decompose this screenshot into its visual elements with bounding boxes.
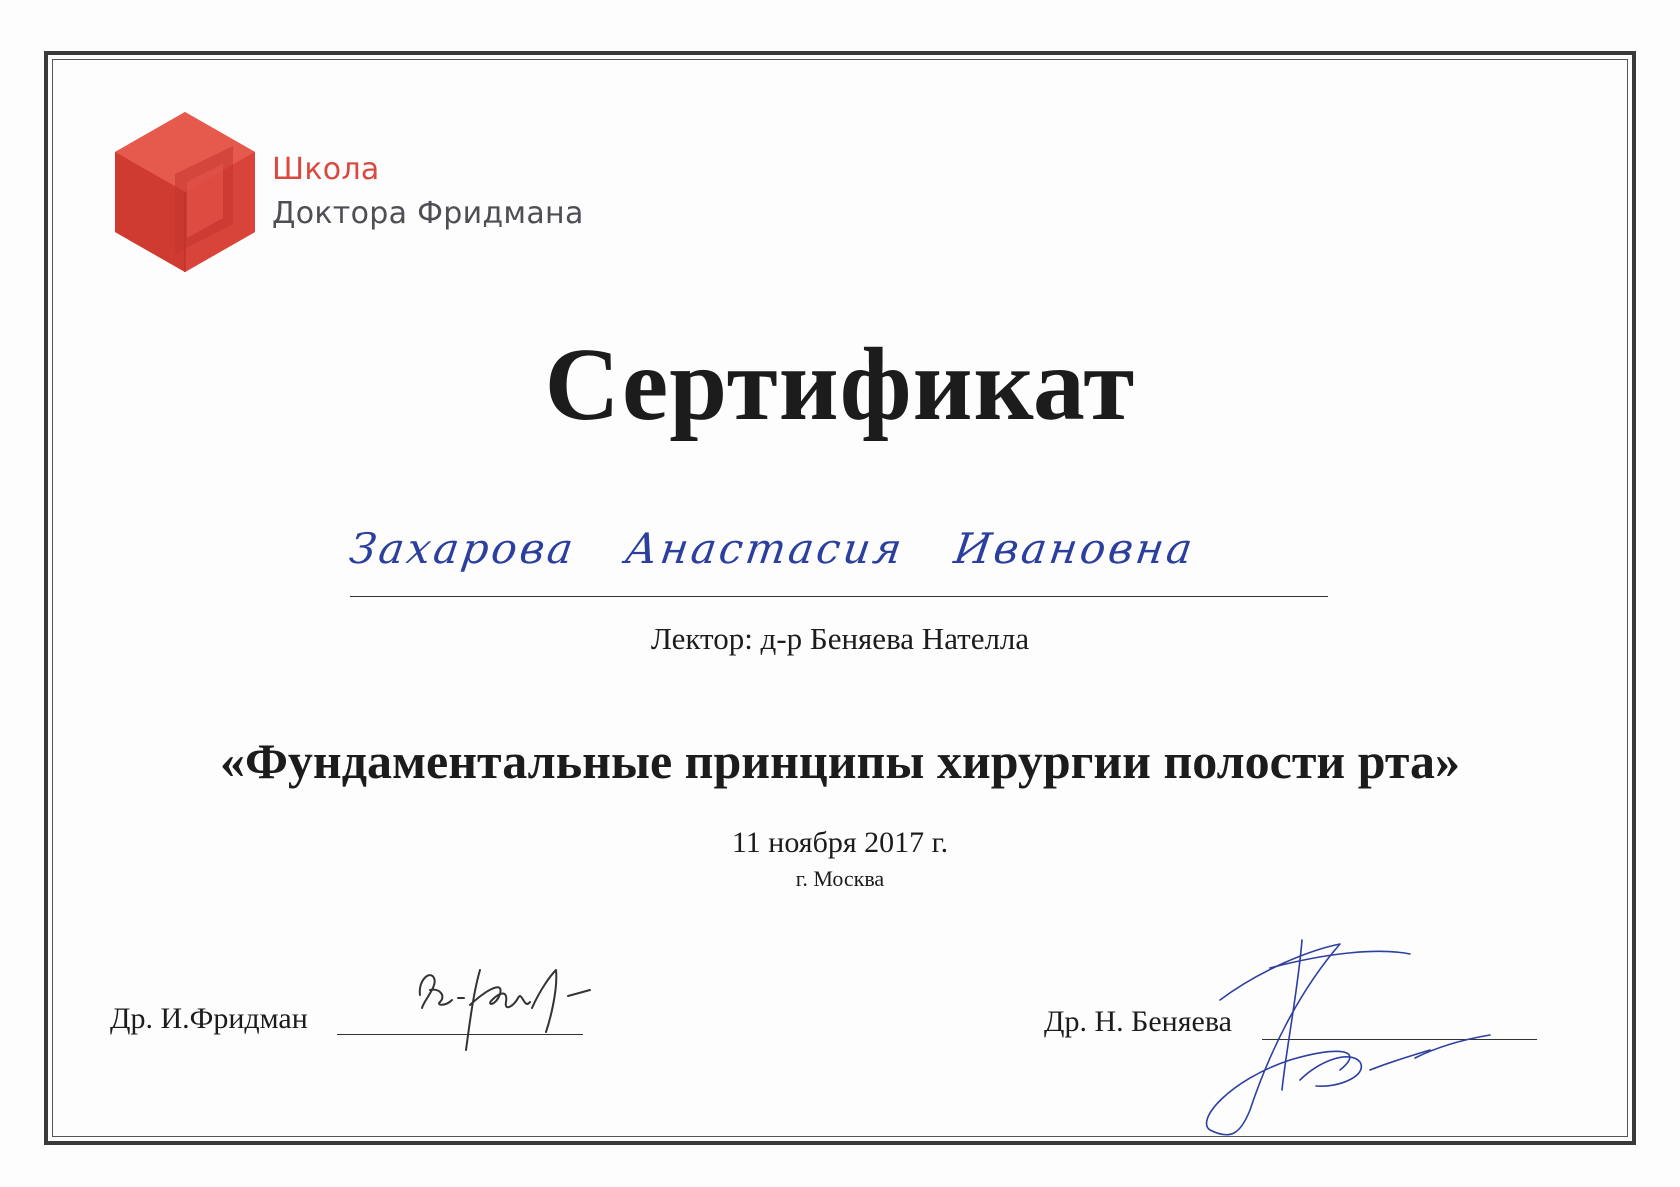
signature-left-icon bbox=[400, 950, 600, 1060]
cube-logo-icon bbox=[115, 112, 255, 272]
course-city: г. Москва bbox=[795, 866, 885, 891]
recipient-name: Захарова Анастасия Ивановна bbox=[346, 524, 1199, 573]
certificate-title: Сертификат bbox=[544, 327, 1136, 442]
course-title: «Фундаментальные принципы хирургии полости рта» bbox=[219, 733, 1461, 789]
signatory-left-name: Др. И.Фридман bbox=[110, 1002, 308, 1035]
recipient-underline bbox=[350, 596, 1328, 597]
brand-line-doctor: Доктора Фридмана bbox=[272, 196, 584, 231]
lecturer-line: Лектор: д-р Беняева Нателла bbox=[650, 621, 1030, 656]
signatory-right-name: Др. Н. Беняева bbox=[1044, 1005, 1232, 1038]
brand-line-school: Школа bbox=[272, 152, 380, 187]
course-date: 11 ноября 2017 г. bbox=[731, 826, 949, 859]
signature-right-icon bbox=[1190, 930, 1520, 1150]
